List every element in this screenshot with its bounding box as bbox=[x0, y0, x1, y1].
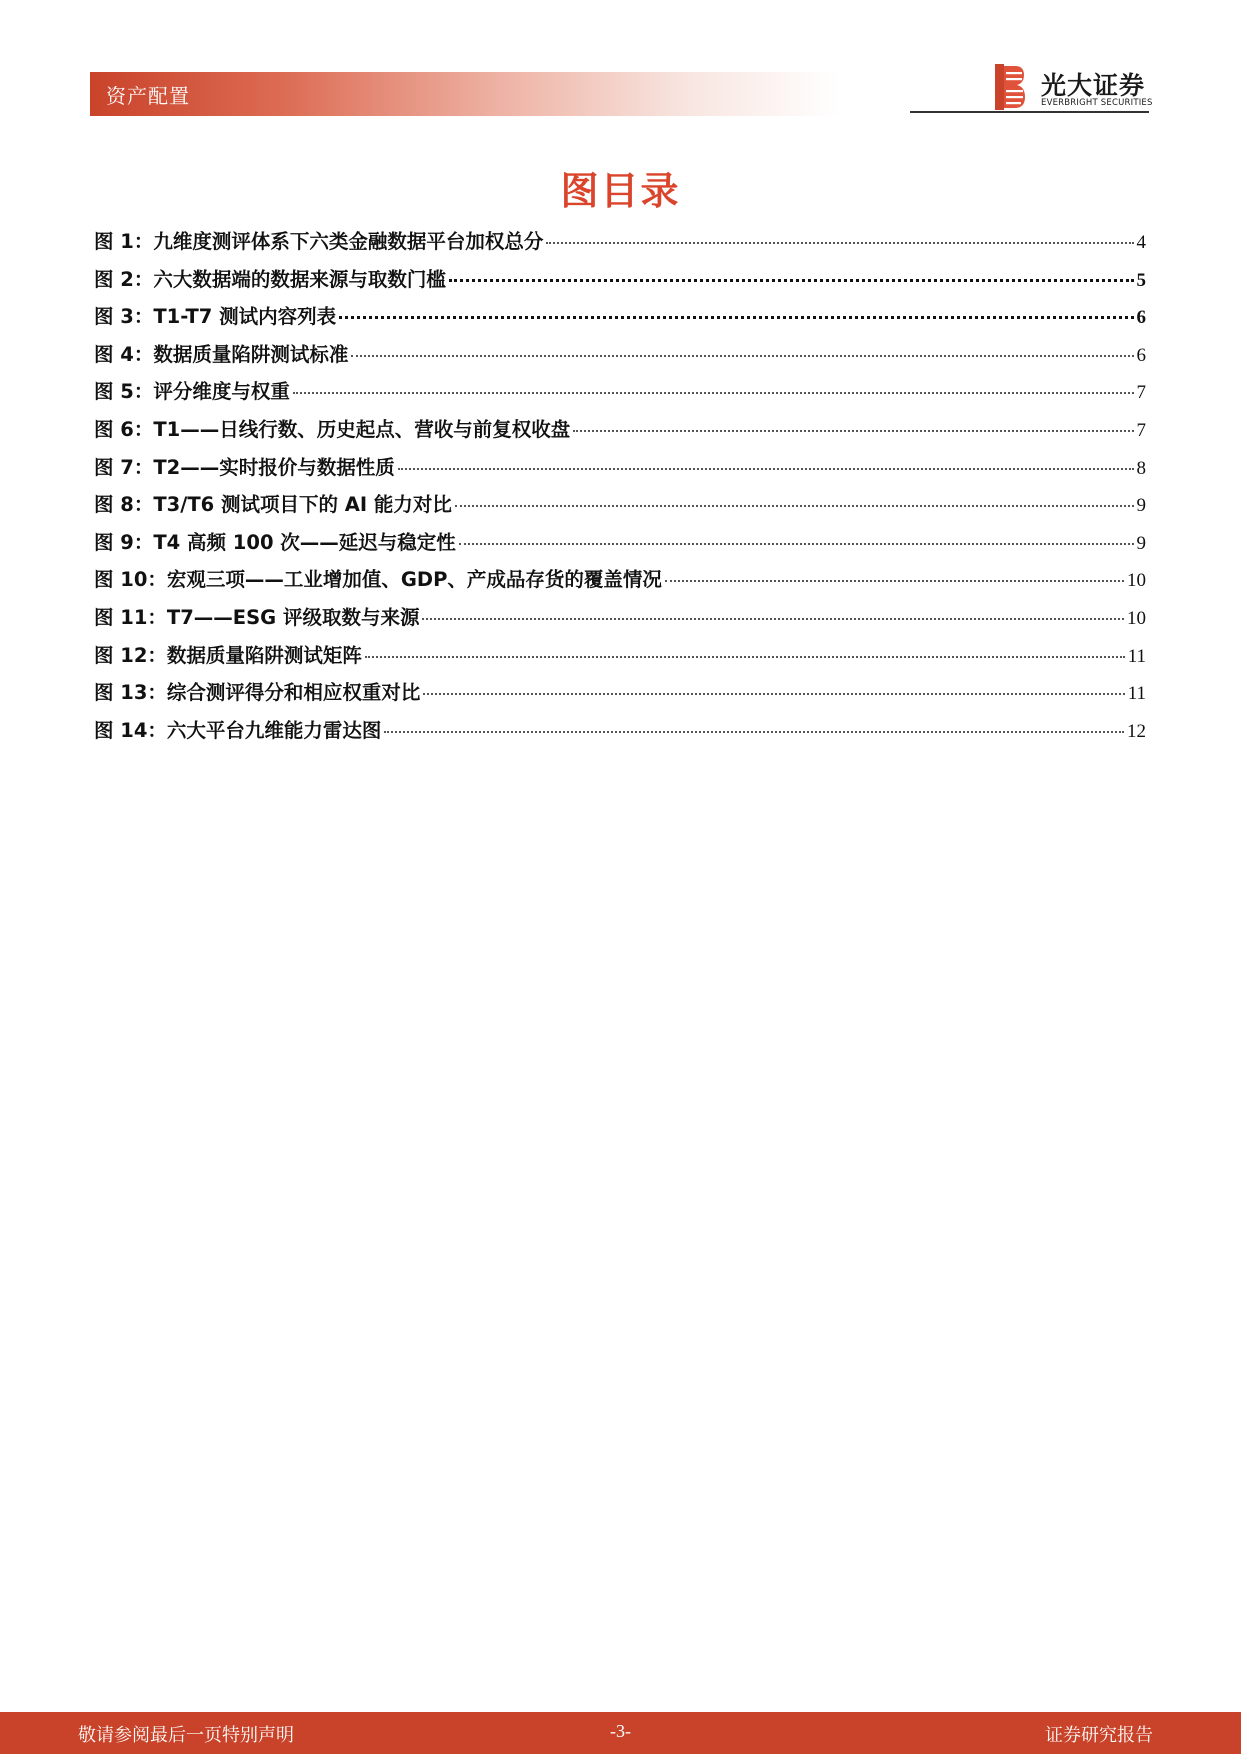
toc-entry-label[interactable]: 图 10：宏观三项——工业增加值、GDP、产成品存货的覆盖情况 bbox=[94, 568, 662, 592]
toc-entry[interactable] bbox=[94, 223, 1146, 261]
toc-entry-label[interactable]: 图 6：T1——日线行数、历史起点、营收与前复权收盘 bbox=[94, 417, 571, 441]
toc-entry-page[interactable]: 5 bbox=[1136, 269, 1146, 291]
toc-entry-label[interactable]: 图 5：评分维度与权重 bbox=[94, 380, 290, 404]
toc-entry-page[interactable]: 7 bbox=[1136, 382, 1146, 404]
toc-entry[interactable] bbox=[94, 524, 1146, 562]
toc-dot-leader bbox=[665, 580, 1124, 582]
toc-entry-page[interactable]: 10 bbox=[1127, 607, 1146, 629]
toc-entry[interactable] bbox=[94, 449, 1146, 487]
toc-dot-leader bbox=[449, 279, 1134, 282]
toc-dot-leader bbox=[293, 392, 1134, 394]
section-header-band bbox=[90, 72, 840, 116]
toc-dot-leader bbox=[422, 618, 1124, 620]
toc-entry[interactable] bbox=[94, 411, 1146, 449]
toc-dot-leader bbox=[365, 656, 1125, 658]
toc-dot-leader bbox=[423, 693, 1124, 695]
toc-dot-leader bbox=[459, 543, 1134, 545]
toc-entry[interactable] bbox=[94, 674, 1146, 712]
toc-entry-page[interactable]: 9 bbox=[1136, 532, 1146, 554]
figure-toc-list bbox=[94, 223, 1146, 749]
header-divider bbox=[910, 111, 1149, 113]
toc-entry-label[interactable]: 图 3：T1-T7 测试内容列表 bbox=[94, 305, 337, 329]
toc-entry-label[interactable]: 图 9：T4 高频 100 次——延迟与稳定性 bbox=[94, 530, 456, 554]
toc-entry[interactable] bbox=[94, 561, 1146, 599]
toc-dot-leader bbox=[455, 505, 1134, 507]
toc-dot-leader bbox=[384, 731, 1124, 733]
toc-entry[interactable] bbox=[94, 373, 1146, 411]
toc-entry-label[interactable]: 图 13：综合测评得分和相应权重对比 bbox=[94, 681, 421, 705]
toc-entry-page[interactable]: 7 bbox=[1136, 419, 1146, 441]
toc-entry-label[interactable]: 图 2：六大数据端的数据来源与取数门槛 bbox=[94, 267, 446, 291]
toc-entry-label[interactable]: 图 4：数据质量陷阱测试标准 bbox=[94, 342, 349, 366]
toc-dot-leader bbox=[546, 242, 1133, 244]
everbright-logo-icon bbox=[993, 64, 1027, 110]
footer-page-number: -3- bbox=[610, 1721, 631, 1741]
toc-entry-page[interactable]: 11 bbox=[1127, 683, 1146, 705]
footer-bar bbox=[0, 1712, 1241, 1754]
toc-entry-page[interactable]: 11 bbox=[1127, 645, 1146, 667]
toc-entry-page[interactable]: 6 bbox=[1136, 344, 1146, 366]
toc-dot-leader bbox=[398, 468, 1134, 470]
toc-entry[interactable] bbox=[94, 637, 1146, 675]
page-title: 图目录 bbox=[560, 169, 681, 213]
toc-entry[interactable] bbox=[94, 298, 1146, 336]
toc-entry-label[interactable]: 图 11：T7——ESG 评级取数与来源 bbox=[94, 605, 420, 629]
toc-entry-label[interactable]: 图 1：九维度测评体系下六类金融数据平台加权总分 bbox=[94, 230, 544, 253]
toc-dot-leader bbox=[339, 316, 1133, 319]
toc-entry-page[interactable]: 12 bbox=[1127, 720, 1146, 742]
toc-entry[interactable] bbox=[94, 599, 1146, 637]
logo-name-cn: 光大证券 bbox=[1041, 71, 1146, 100]
toc-entry-page[interactable]: 10 bbox=[1127, 570, 1146, 592]
toc-entry-label[interactable]: 图 8：T3/T6 测试项目下的 AI 能力对比 bbox=[94, 493, 452, 517]
logo-name-en: EVERBRIGHT SECURITIES bbox=[1041, 98, 1153, 108]
toc-entry[interactable] bbox=[94, 336, 1146, 374]
footer-disclaimer: 敬请参阅最后一页特别声明 bbox=[78, 1725, 294, 1746]
toc-dot-leader bbox=[351, 355, 1133, 357]
toc-entry-label[interactable]: 图 7：T2——实时报价与数据性质 bbox=[94, 455, 395, 479]
toc-entry-page[interactable]: 6 bbox=[1136, 307, 1146, 329]
everbright-logo bbox=[993, 64, 1153, 110]
toc-entry-label[interactable]: 图 12：数据质量陷阱测试矩阵 bbox=[94, 643, 362, 667]
toc-entry-label[interactable]: 图 14：六大平台九维能力雷达图 bbox=[94, 718, 382, 742]
toc-dot-leader bbox=[573, 430, 1133, 432]
toc-entry[interactable] bbox=[94, 486, 1146, 524]
toc-entry[interactable] bbox=[94, 712, 1146, 750]
toc-entry-page[interactable]: 9 bbox=[1136, 495, 1146, 517]
footer-report-type: 证券研究报告 bbox=[1045, 1725, 1153, 1746]
toc-entry-page[interactable]: 4 bbox=[1136, 232, 1146, 253]
section-label: 资产配置 bbox=[106, 84, 190, 108]
toc-entry[interactable] bbox=[94, 261, 1146, 299]
toc-entry-page[interactable]: 8 bbox=[1136, 457, 1146, 479]
